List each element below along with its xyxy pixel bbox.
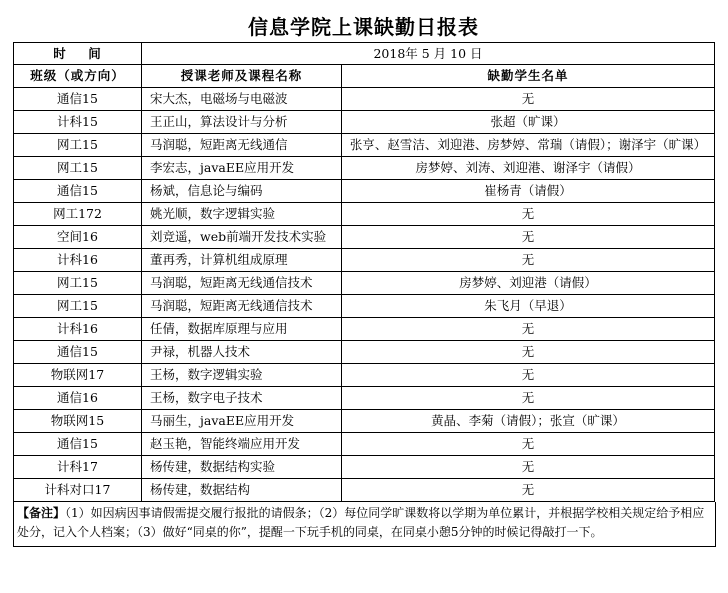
table-row	[14, 226, 715, 249]
class-cell: 通信15	[14, 180, 142, 203]
teacher-cell: 马润聪，短距离无线通信技术	[142, 272, 342, 295]
teacher-cell: 姚光顺，数字逻辑实验	[142, 203, 342, 226]
class-cell: 物联网17	[14, 364, 142, 387]
remarks	[13, 502, 716, 547]
report-sheet	[13, 12, 714, 547]
table-row	[14, 295, 715, 318]
class-cell: 计科15	[14, 111, 142, 134]
table-row	[14, 157, 715, 180]
absent-cell: 朱飞月（早退）	[342, 295, 715, 318]
absent-cell: 张超（旷课）	[342, 111, 715, 134]
absence-table	[13, 42, 715, 502]
report-date: 2018年 5 月 10 日	[142, 43, 715, 65]
absent-cell: 房梦婷、刘涛、刘迎港、谢泽宇（请假）	[342, 157, 715, 180]
table-row	[14, 180, 715, 203]
teacher-cell: 马润聪，短距离无线通信	[142, 134, 342, 157]
teacher-cell: 杨斌，信息论与编码	[142, 180, 342, 203]
teacher-cell: 王杨，数字逻辑实验	[142, 364, 342, 387]
absent-cell: 无	[342, 364, 715, 387]
table-row	[14, 410, 715, 433]
class-cell: 通信16	[14, 387, 142, 410]
table-row	[14, 341, 715, 364]
table-row	[14, 456, 715, 479]
absent-cell: 无	[342, 456, 715, 479]
class-cell: 计科16	[14, 249, 142, 272]
table-row	[14, 111, 715, 134]
absent-cell: 无	[342, 249, 715, 272]
teacher-cell: 杨传建，数据结构	[142, 479, 342, 502]
class-cell: 网工15	[14, 157, 142, 180]
time-row	[14, 43, 715, 65]
class-cell: 网工15	[14, 295, 142, 318]
teacher-cell: 王正山，算法设计与分析	[142, 111, 342, 134]
class-cell: 计科17	[14, 456, 142, 479]
class-cell: 通信15	[14, 88, 142, 111]
table-row	[14, 88, 715, 111]
teacher-cell: 王杨，数字电子技术	[142, 387, 342, 410]
header-teacher: 授课老师及课程名称	[142, 65, 342, 88]
class-cell: 物联网15	[14, 410, 142, 433]
absent-cell: 房梦婷、刘迎港（请假）	[342, 272, 715, 295]
teacher-cell: 刘竞遥，web前端开发技术实验	[142, 226, 342, 249]
absent-cell: 无	[342, 203, 715, 226]
absent-cell: 无	[342, 341, 715, 364]
table-row	[14, 318, 715, 341]
teacher-cell: 任倩，数据库原理与应用	[142, 318, 342, 341]
absent-cell: 无	[342, 479, 715, 502]
absent-cell: 黄晶、李菊（请假）；张宣（旷课）	[342, 410, 715, 433]
absent-cell: 无	[342, 387, 715, 410]
absent-cell: 无	[342, 88, 715, 111]
report-title: 信息学院上课缺勤日报表	[248, 15, 479, 39]
class-cell: 通信15	[14, 433, 142, 456]
table-row	[14, 433, 715, 456]
class-cell: 空间16	[14, 226, 142, 249]
teacher-cell: 宋大杰，电磁场与电磁波	[142, 88, 342, 111]
absent-cell: 无	[342, 318, 715, 341]
header-absent: 缺勤学生名单	[342, 65, 715, 88]
teacher-cell: 马丽生，javaEE应用开发	[142, 410, 342, 433]
class-cell: 网工172	[14, 203, 142, 226]
teacher-cell: 赵玉艳，智能终端应用开发	[142, 433, 342, 456]
class-cell: 网工15	[14, 134, 142, 157]
remarks-text: （1）如因病因事请假需提交履行报批的请假条；（2）每位同学旷课数将以学期为单位累计，并根据学校相关规定给予相应处分，记入个人档案；（3）做好“同桌的你”，提醒一下玩手机的同桌，在同桌小憩5分钟的时候记得敲打一下。	[17, 506, 705, 539]
teacher-cell: 尹禄，机器人技术	[142, 341, 342, 364]
header-class: 班级（或方向）	[14, 65, 142, 88]
class-cell: 通信15	[14, 341, 142, 364]
table-row	[14, 387, 715, 410]
class-cell: 计科对口17	[14, 479, 142, 502]
table-row	[14, 364, 715, 387]
table-row	[14, 479, 715, 502]
table-row	[14, 203, 715, 226]
class-cell: 计科16	[14, 318, 142, 341]
table-row	[14, 249, 715, 272]
absent-cell: 张亨、赵雪洁、刘迎港、房梦婷、常瑞（请假）；谢泽宇（旷课）	[342, 134, 715, 157]
absent-cell: 无	[342, 226, 715, 249]
table-row	[14, 272, 715, 295]
remarks-label: 【备注】	[17, 506, 66, 520]
teacher-cell: 马润聪，短距离无线通信技术	[142, 295, 342, 318]
table-row	[14, 134, 715, 157]
teacher-cell: 李宏志，javaEE应用开发	[142, 157, 342, 180]
absent-cell: 无	[342, 433, 715, 456]
absent-cell: 崔杨青（请假）	[342, 180, 715, 203]
class-cell: 网工15	[14, 272, 142, 295]
time-label: 时 间	[14, 43, 142, 65]
teacher-cell: 董再秀，计算机组成原理	[142, 249, 342, 272]
teacher-cell: 杨传建，数据结构实验	[142, 456, 342, 479]
header-row	[14, 65, 715, 88]
